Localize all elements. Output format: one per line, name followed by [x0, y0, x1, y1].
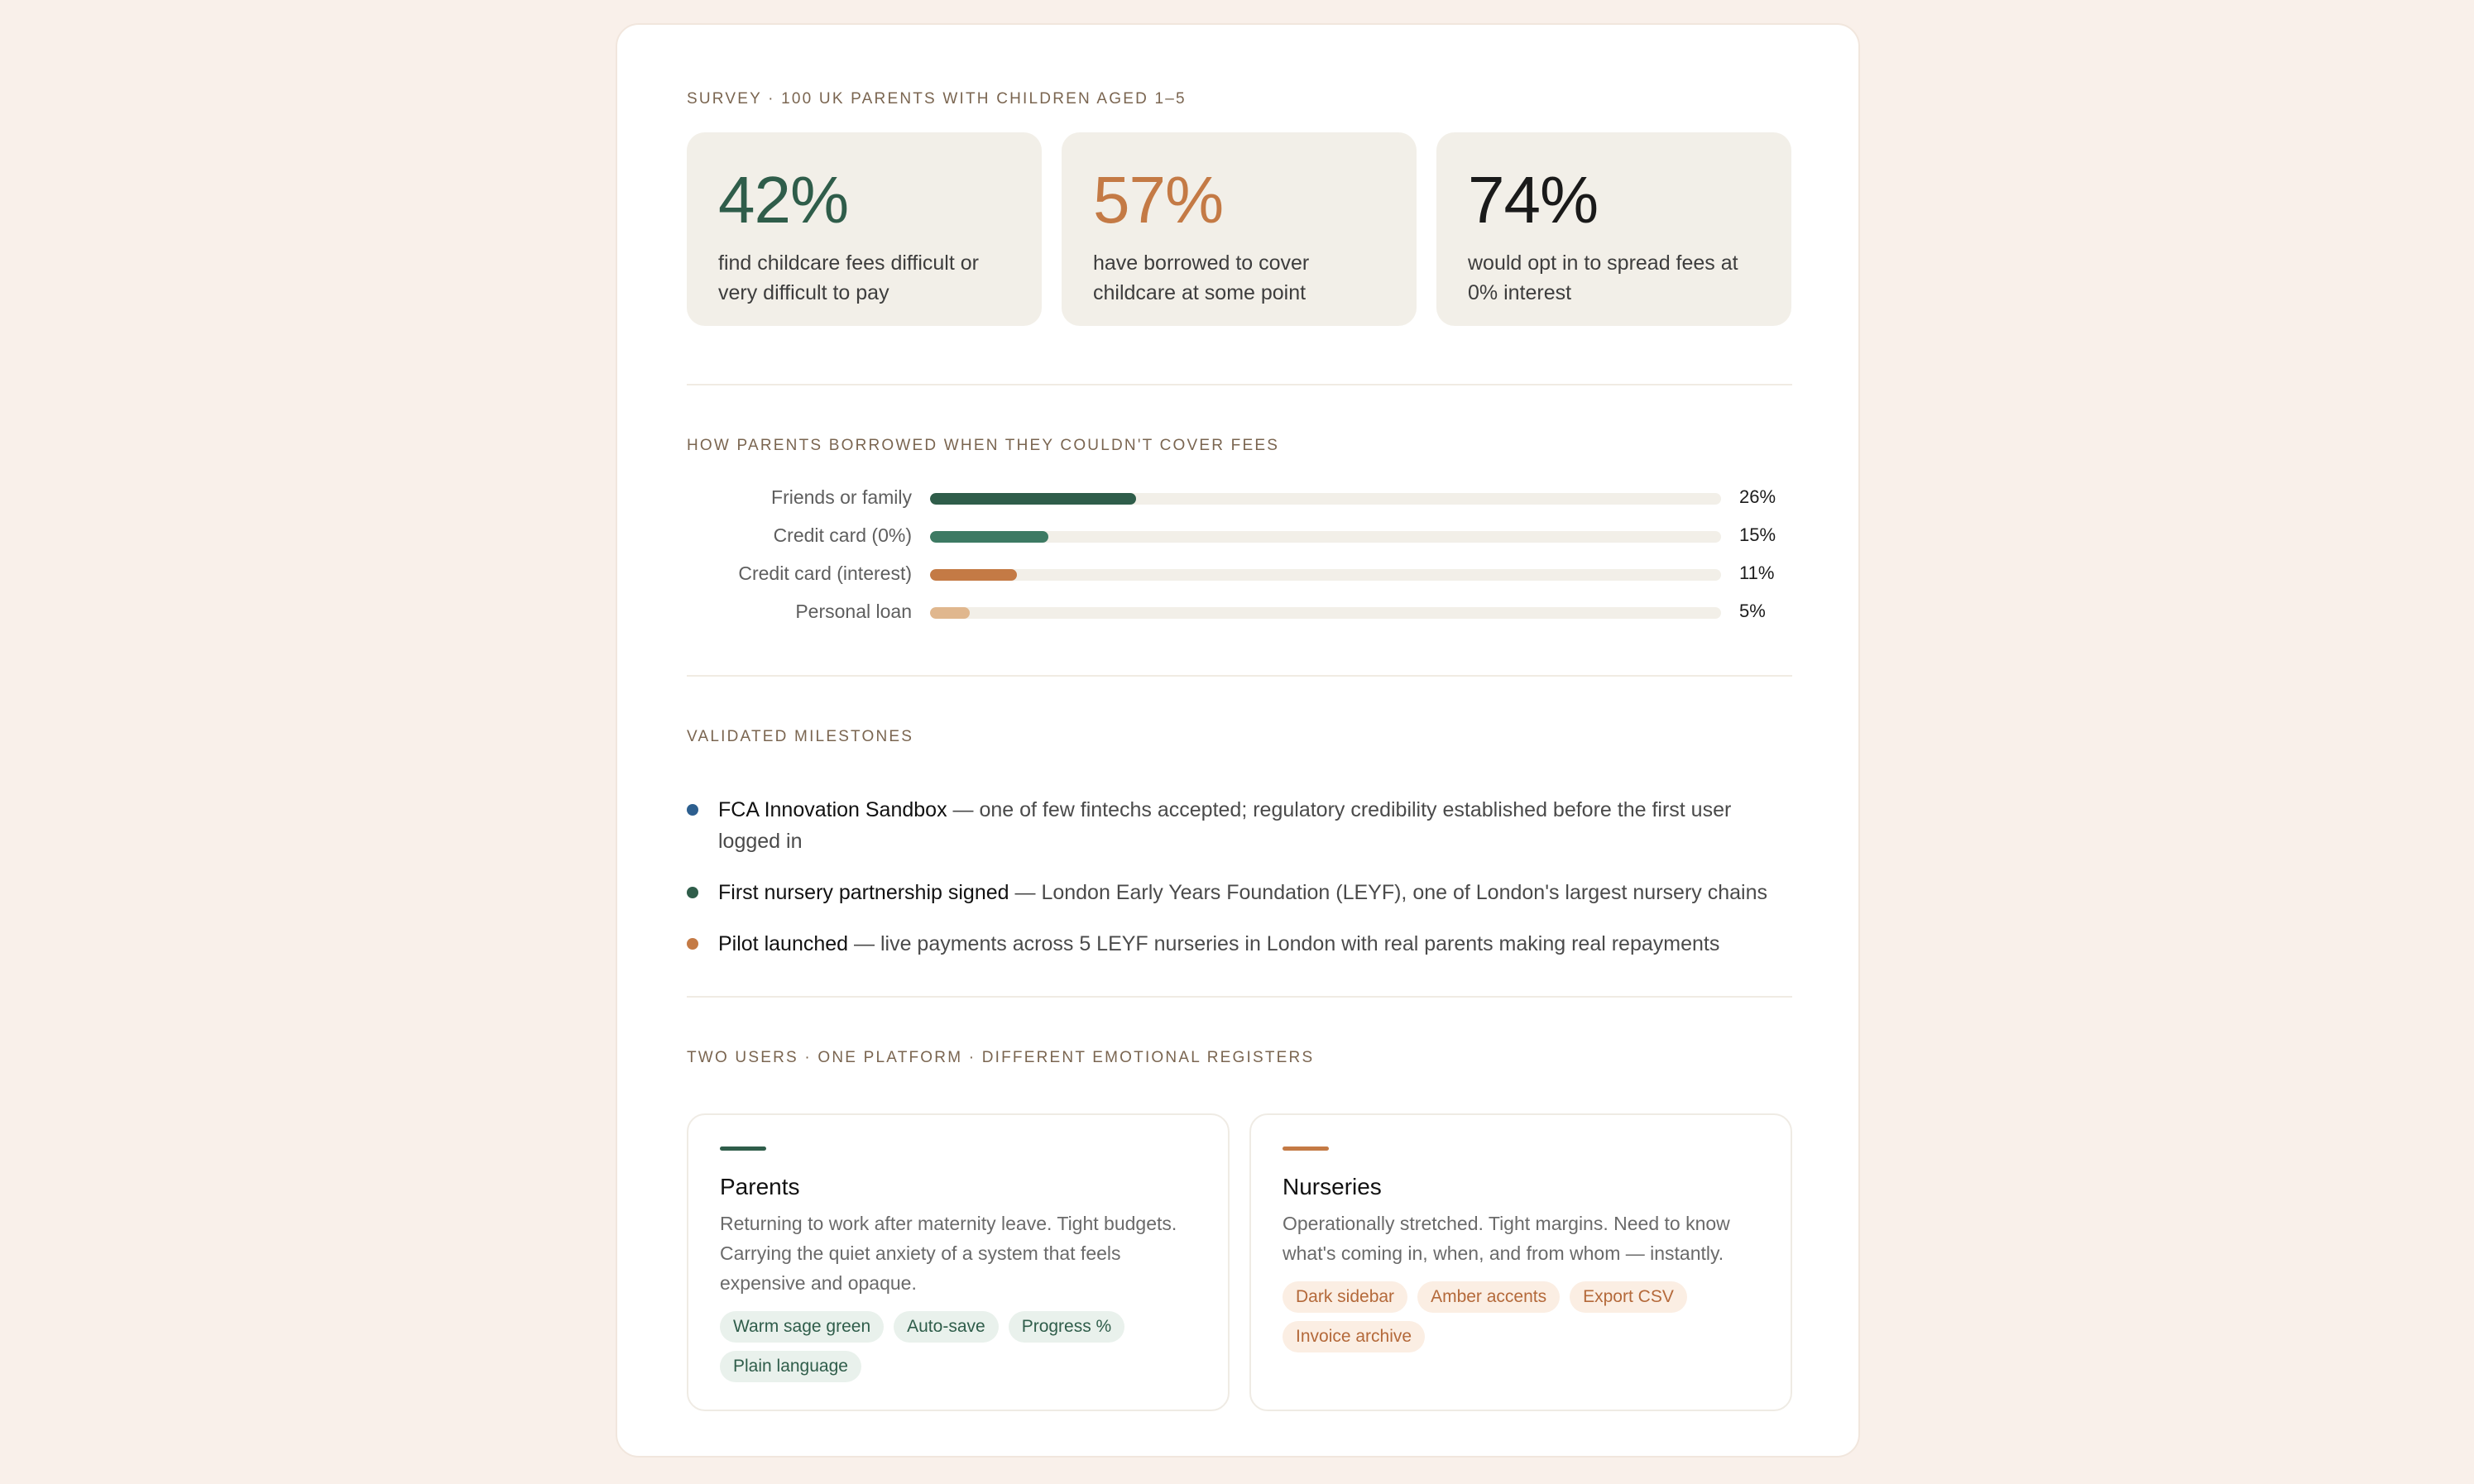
- bar-label: Personal loan: [795, 601, 912, 622]
- stat-card: [687, 132, 1042, 326]
- nurseries-card: [1249, 1113, 1792, 1411]
- tag-chip: Progress %: [1009, 1311, 1125, 1343]
- bullet-dot-icon: [687, 804, 698, 816]
- bar-track: [930, 531, 1721, 543]
- bar-label: Credit card (0%): [773, 524, 912, 546]
- bar-value: 11%: [1739, 562, 1775, 583]
- milestone-text: — London Early Years Foundation (LEYF), one of London's largest nursery chains: [1009, 881, 1767, 904]
- card-title: Nurseries: [1283, 1174, 1382, 1199]
- stat-card: [1062, 132, 1417, 326]
- milestone-text: — live payments across 5 LEYF nurseries in London with real parents making real repayments: [848, 932, 1720, 955]
- borrowing-eyebrow: HOW PARENTS BORROWED WHEN THEY COULDN'T COVER FEES: [687, 437, 1280, 454]
- stat-description: find childcare fees difficult or very difficult to pay: [718, 251, 979, 304]
- bar-fill: [930, 493, 1136, 505]
- stat-value: 42%: [718, 163, 849, 237]
- tag-chip: Export CSV: [1570, 1281, 1687, 1313]
- bar-fill: [930, 531, 1048, 543]
- stat-value: 57%: [1093, 163, 1224, 237]
- tag-chip: Plain language: [720, 1351, 861, 1382]
- bar-fill: [930, 607, 970, 619]
- bar-label: Credit card (interest): [738, 562, 912, 584]
- card-description: Operationally stretched. Tight margins. Need to know what's coming in, when, and from whom — instantly.: [1283, 1213, 1730, 1264]
- milestone-item: [687, 928, 1792, 960]
- bar-value: 26%: [1739, 486, 1776, 507]
- survey-eyebrow: SURVEY · 100 UK PARENTS WITH CHILDREN AGED 1–5: [687, 90, 1187, 108]
- bar-value: 5%: [1739, 601, 1766, 621]
- section-divider: [687, 675, 1792, 677]
- stat-description: have borrowed to cover childcare at some point: [1093, 251, 1310, 304]
- section-divider: [687, 996, 1792, 998]
- tag-list: [720, 1311, 1200, 1382]
- bar-row: [687, 518, 1792, 556]
- section-divider: [687, 384, 1792, 385]
- tag-chip: Auto-save: [894, 1311, 999, 1343]
- card-title: Parents: [720, 1174, 800, 1199]
- bar-fill: [930, 569, 1017, 581]
- content-card: [616, 23, 1860, 1458]
- bar-track: [930, 607, 1721, 619]
- accent-line: [1283, 1147, 1329, 1151]
- milestone-text: — one of few fintechs accepted; regulatory credibility established before the first user logged in: [718, 798, 1732, 853]
- milestone-title: First nursery partnership signed: [718, 881, 1009, 904]
- stat-card: [1436, 132, 1791, 326]
- bullet-dot-icon: [687, 887, 698, 898]
- milestone-title: FCA Innovation Sandbox: [718, 798, 947, 821]
- bar-label: Friends or family: [771, 486, 912, 508]
- milestones-eyebrow: VALIDATED MILESTONES: [687, 728, 914, 745]
- bar-row: [687, 480, 1792, 518]
- tag-list: [1283, 1281, 1762, 1352]
- card-description: Returning to work after maternity leave. Tight budgets. Carrying the quiet anxiety of a system that feels expensive and opaque.: [720, 1213, 1177, 1294]
- milestones-list: [687, 794, 1792, 979]
- bar-row: [687, 594, 1792, 632]
- stat-description: would opt in to spread fees at 0% interest: [1468, 251, 1738, 304]
- milestone-item: [687, 877, 1792, 908]
- borrowing-bar-chart: [687, 480, 1792, 632]
- stat-cards: [687, 132, 1791, 326]
- stat-value: 74%: [1468, 163, 1599, 237]
- bullet-dot-icon: [687, 938, 698, 950]
- users-eyebrow: TWO USERS · ONE PLATFORM · DIFFERENT EMOTIONAL REGISTERS: [687, 1049, 1315, 1066]
- parents-card: [687, 1113, 1230, 1411]
- bar-row: [687, 556, 1792, 594]
- user-cards: [687, 1113, 1792, 1411]
- bar-track: [930, 569, 1721, 581]
- accent-line: [720, 1147, 766, 1151]
- tag-chip: Warm sage green: [720, 1311, 884, 1343]
- tag-chip: Dark sidebar: [1283, 1281, 1407, 1313]
- bar-value: 15%: [1739, 524, 1776, 545]
- milestone-title: Pilot launched: [718, 932, 849, 955]
- milestone-item: [687, 794, 1792, 857]
- tag-chip: Amber accents: [1417, 1281, 1560, 1313]
- bar-track: [930, 493, 1721, 505]
- tag-chip: Invoice archive: [1283, 1321, 1425, 1352]
